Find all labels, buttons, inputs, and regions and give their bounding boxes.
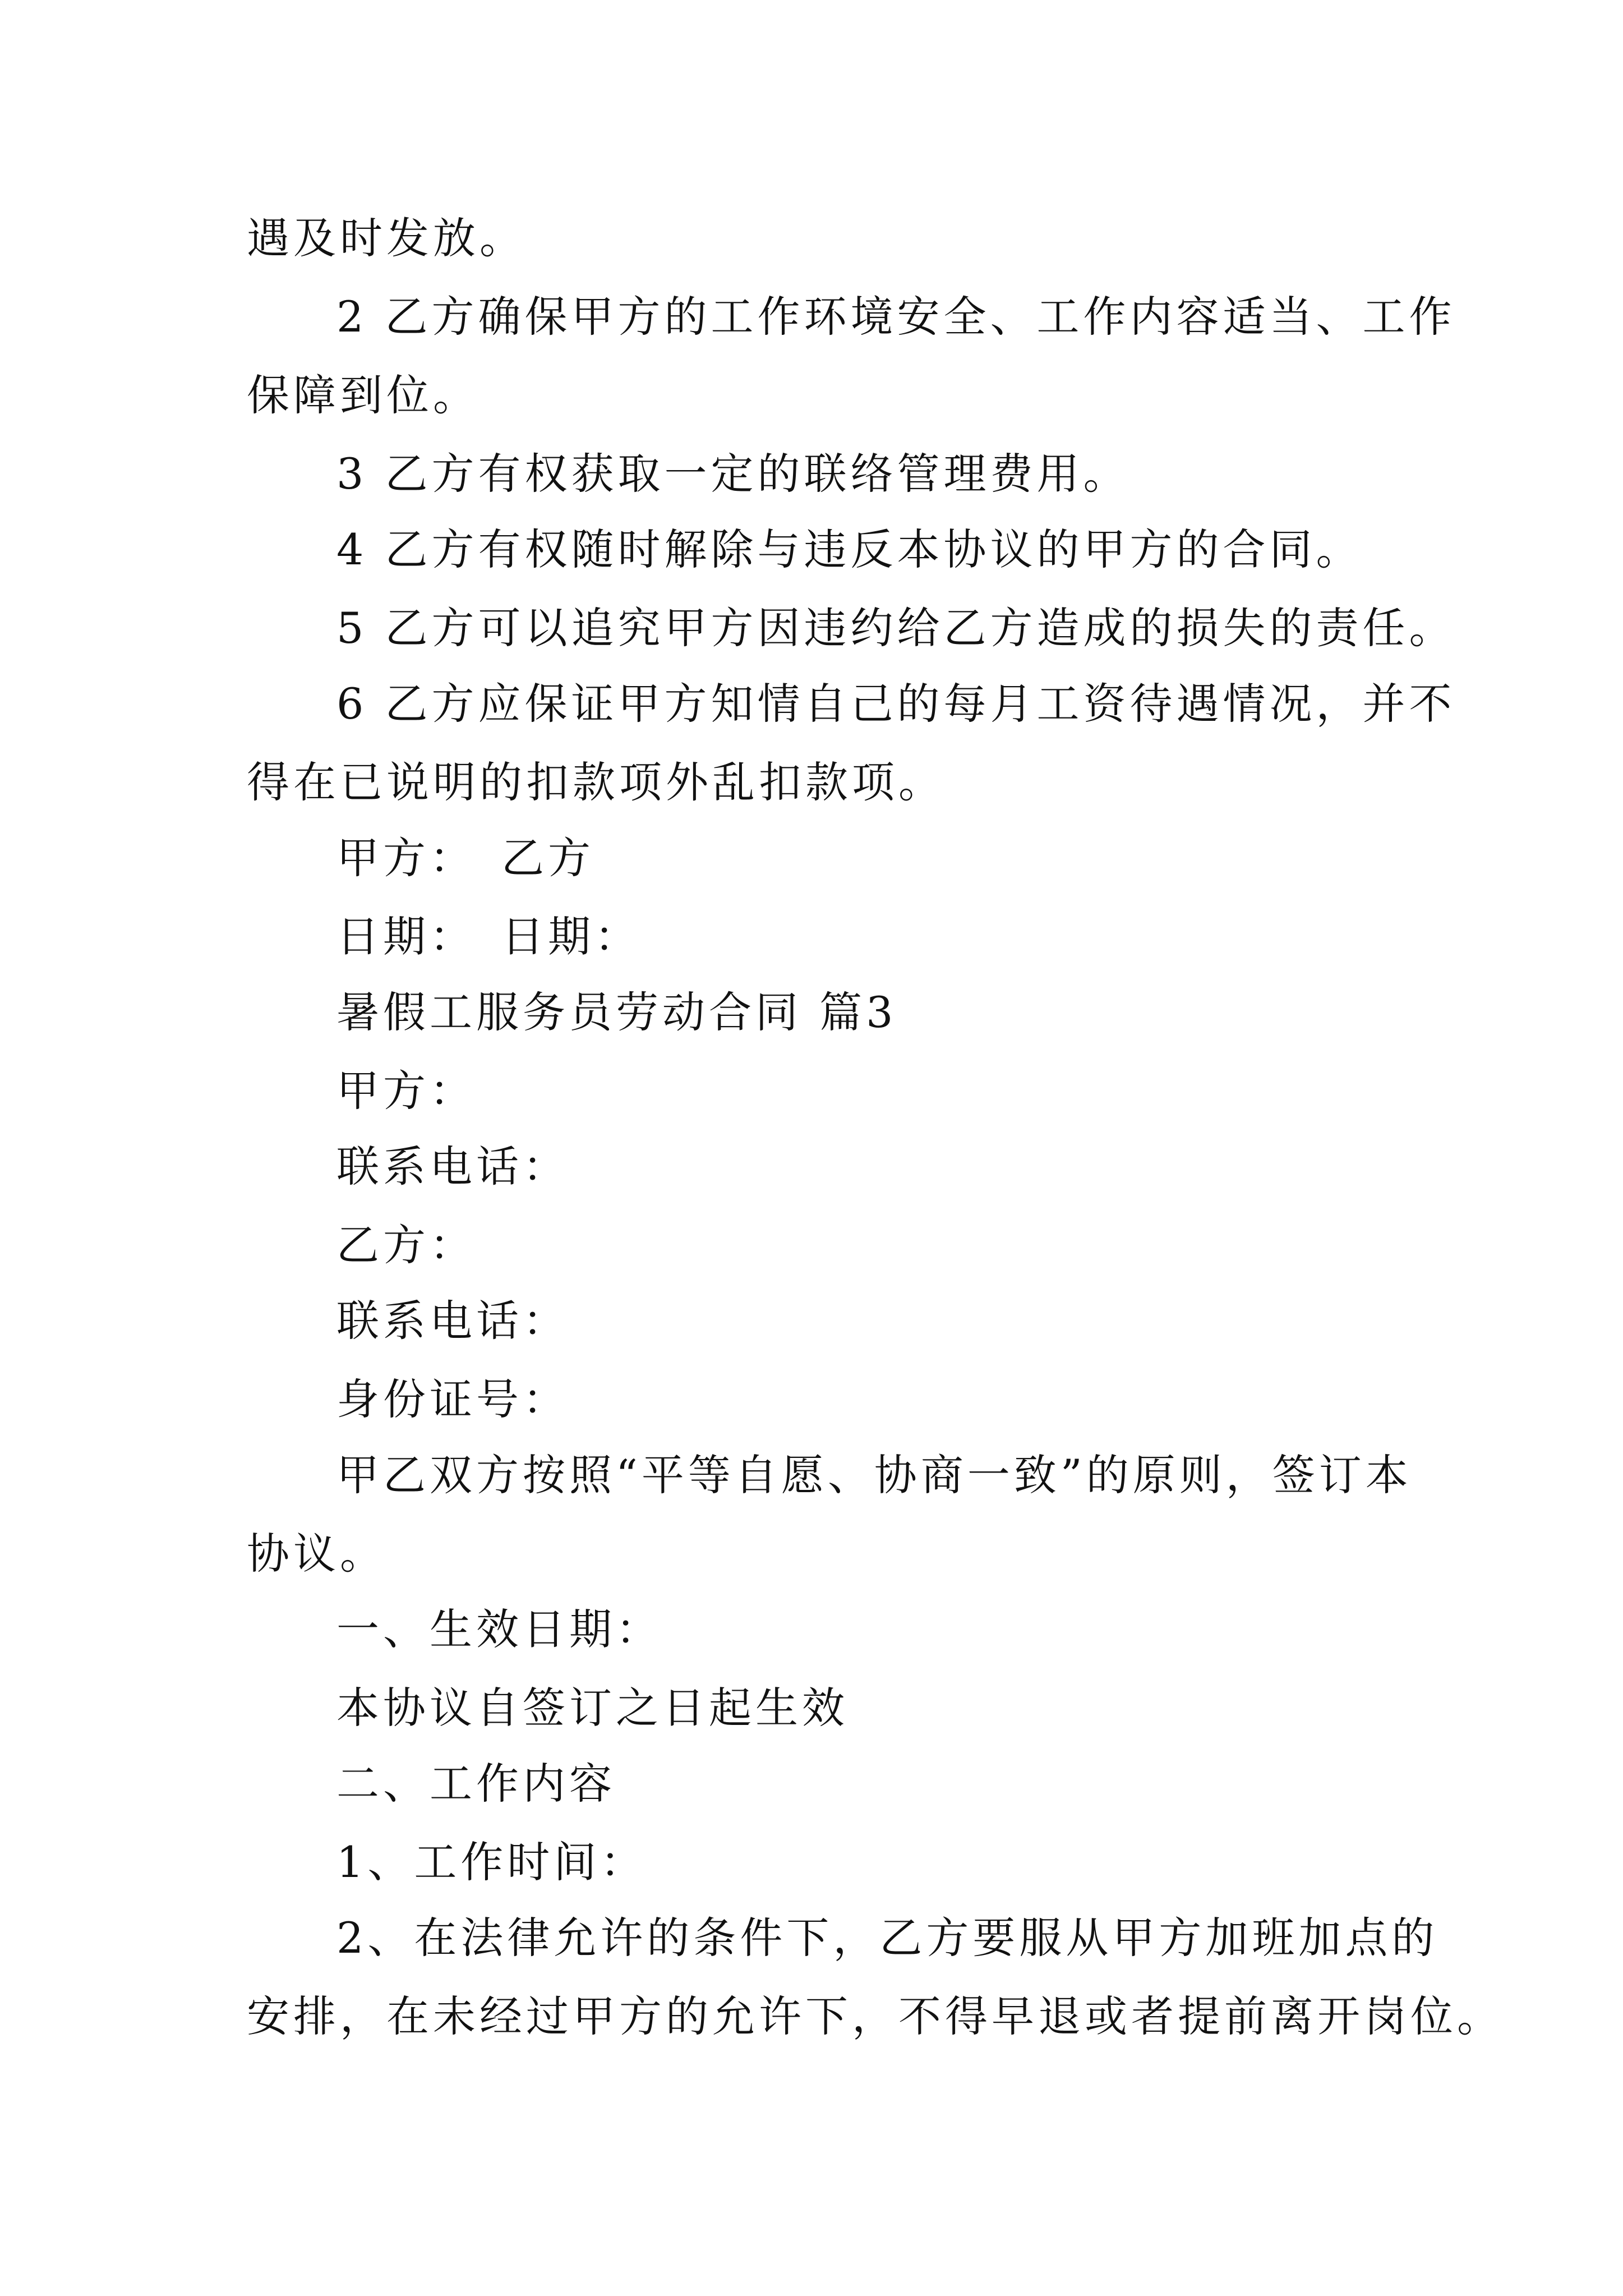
- text-line-2: 2 乙方确保甲方的工作环境安全、工作内容适当、工作: [336, 292, 1456, 342]
- text-line-3: 保障到位。: [247, 370, 479, 420]
- text-line-20: 本协议自签订之日起生效: [336, 1683, 849, 1733]
- text-line-6: 5 乙方可以追究甲方因违约给乙方造成的损失的责任。: [336, 603, 1456, 653]
- text-line-13: 联系电话：: [336, 1142, 569, 1191]
- text-line-10: 日期： 日期：: [336, 912, 641, 961]
- text-line-8: 得在已说明的扣款项外乱扣款项。: [247, 757, 945, 807]
- text-line-7: 6 乙方应保证甲方知情自己的每月工资待遇情况，并不: [336, 679, 1456, 729]
- text-line-18: 协议。: [247, 1529, 386, 1579]
- text-line-14: 乙方：: [336, 1220, 476, 1270]
- text-line-1: 遇及时发放。: [247, 213, 526, 263]
- text-line-24: 安排，在未经过甲方的允许下，不得早退或者提前离开岗位。: [247, 1991, 1504, 2041]
- text-line-15: 联系电话：: [336, 1296, 569, 1346]
- text-line-5: 4 乙方有权随时解除与违反本协议的甲方的合同。: [336, 524, 1363, 574]
- text-line-19: 一、生效日期：: [336, 1604, 662, 1654]
- text-line-21: 二、工作内容: [336, 1759, 616, 1809]
- text-line-23: 2、在法律允许的条件下，乙方要服从甲方加班加点的: [336, 1913, 1438, 1963]
- text-line-12: 甲方：: [336, 1066, 476, 1116]
- text-line-17: 甲乙双方按照“平等自愿、协商一致”的原则，签订本: [336, 1450, 1412, 1500]
- text-line-22: 1、工作时间：: [336, 1837, 647, 1887]
- text-line-11: 暑假工服务员劳动合同 篇3: [336, 987, 897, 1037]
- text-line-16: 身份证号：: [336, 1374, 569, 1424]
- text-line-4: 3 乙方有权获取一定的联络管理费用。: [336, 449, 1130, 499]
- text-line-9: 甲方： 乙方: [336, 833, 594, 883]
